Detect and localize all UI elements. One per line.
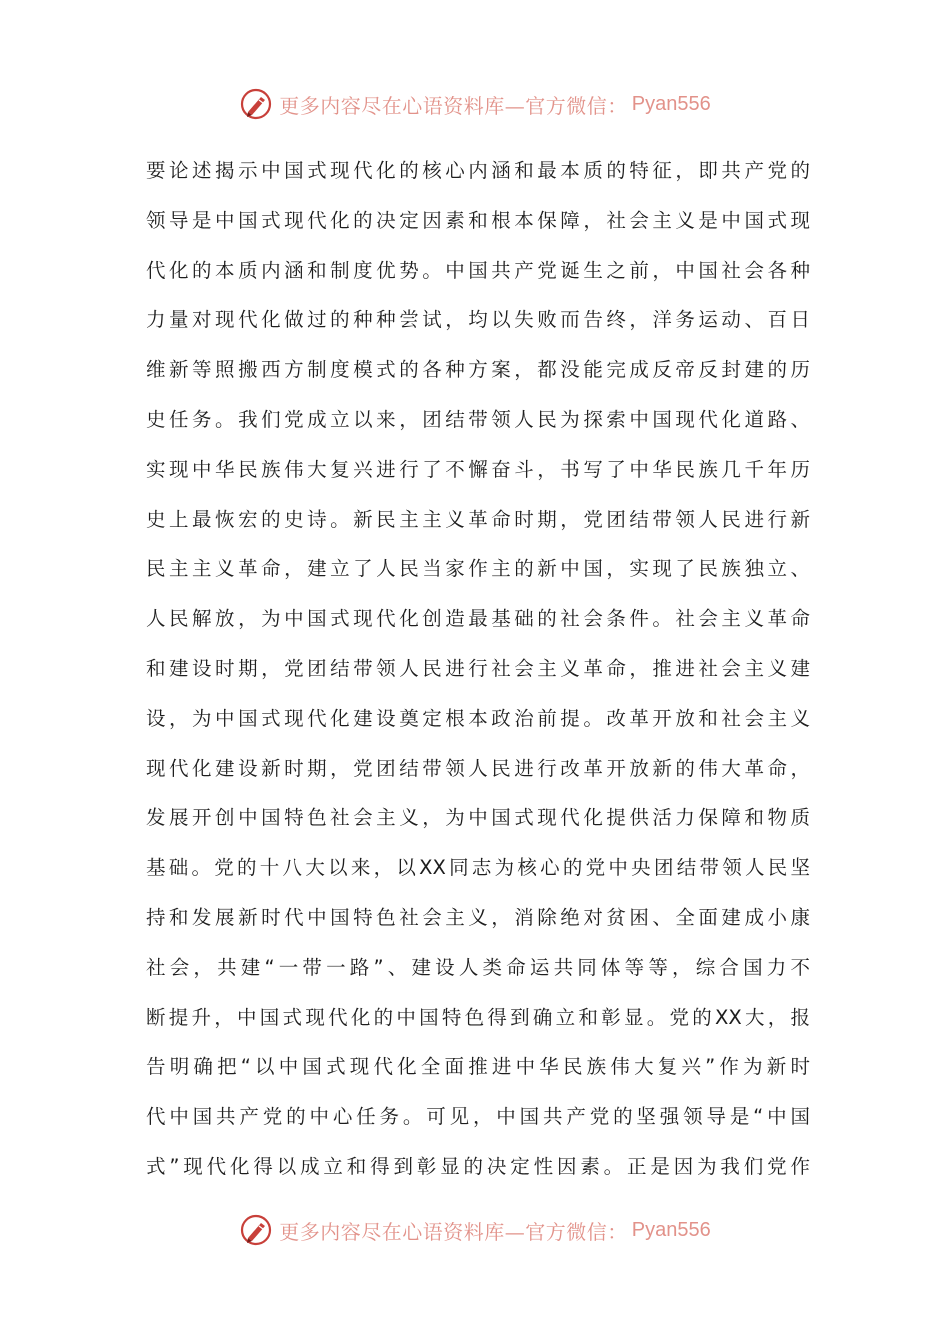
text-line: 告明确把“以中国式现代化全面推进中华民族伟大复兴”作为新时 [146, 1055, 810, 1079]
watermark-text: 更多内容尽在心语资料库—官方微信： [279, 93, 628, 118]
text-line: 代中国共产党的中心任务。可见，中国共产党的坚强领导是“中国 [146, 1105, 810, 1129]
pen-logo-icon [239, 87, 273, 121]
text-line: 持和发展新时代中国特色社会主义，消除绝对贫困、全面建成小康 [146, 905, 810, 929]
watermark-text: 更多内容尽在心语资料库—官方微信： [279, 1219, 628, 1244]
body-text [146, 146, 810, 1192]
text-line: 式”现代化得以成立和得到彰显的决定性因素。正是因为我们党作 [146, 1154, 810, 1178]
text-line: 人民解放，为中国式现代化创造最基础的社会条件。社会主义革命 [146, 607, 810, 631]
text-line: 民主主义革命，建立了人民当家作主的新中国，实现了民族独立、 [146, 557, 810, 581]
text-line: 基础。党的十八大以来，以XX同志为核心的党中央团结带领人民坚 [146, 856, 810, 880]
watermark-wechat-id: Pyan556 [631, 92, 711, 115]
watermark-wechat-id: Pyan556 [631, 1218, 711, 1241]
text-line: 代化的本质内涵和制度优势。中国共产党诞生之前，中国社会各种 [146, 258, 810, 282]
text-line: 维新等照搬西方制度模式的各种方案，都没能完成反帝反封建的历 [146, 358, 810, 382]
text-line: 实现中华民族伟大复兴进行了不懈奋斗，书写了中华民族几千年历 [146, 457, 810, 481]
text-line: 社会，共建“一带一路”、建设人类命运共同体等等，综合国力不 [146, 955, 810, 979]
text-line: 断提升，中国式现代化的中国特色得到确立和彰显。党的XX大，报 [146, 1005, 810, 1029]
text-line: 史上最恢宏的史诗。新民主主义革命时期，党团结带领人民进行新 [146, 507, 810, 531]
text-line: 力量对现代化做过的种种尝试，均以失败而告终，洋务运动、百日 [146, 308, 810, 332]
text-line: 和建设时期，党团结带领人民进行社会主义革命，推进社会主义建 [146, 656, 810, 680]
footer-watermark [0, 1210, 950, 1250]
text-line: 发展开创中国特色社会主义，为中国式现代化提供活力保障和物质 [146, 806, 810, 830]
header-watermark [0, 84, 950, 124]
pen-logo-icon [239, 1213, 273, 1247]
text-line: 现代化建设新时期，党团结带领人民进行改革开放新的伟大革命， [146, 756, 810, 780]
text-line: 要论述揭示中国式现代化的核心内涵和最本质的特征，即共产党的 [146, 159, 810, 182]
text-line: 领导是中国式现代化的决定因素和根本保障，社会主义是中国式现 [146, 208, 810, 232]
text-line: 史任务。我们党成立以来，团结带领人民为探索中国现代化道路、 [146, 407, 810, 431]
text-line: 设，为中国式现代化建设奠定根本政治前提。改革开放和社会主义 [146, 706, 810, 730]
